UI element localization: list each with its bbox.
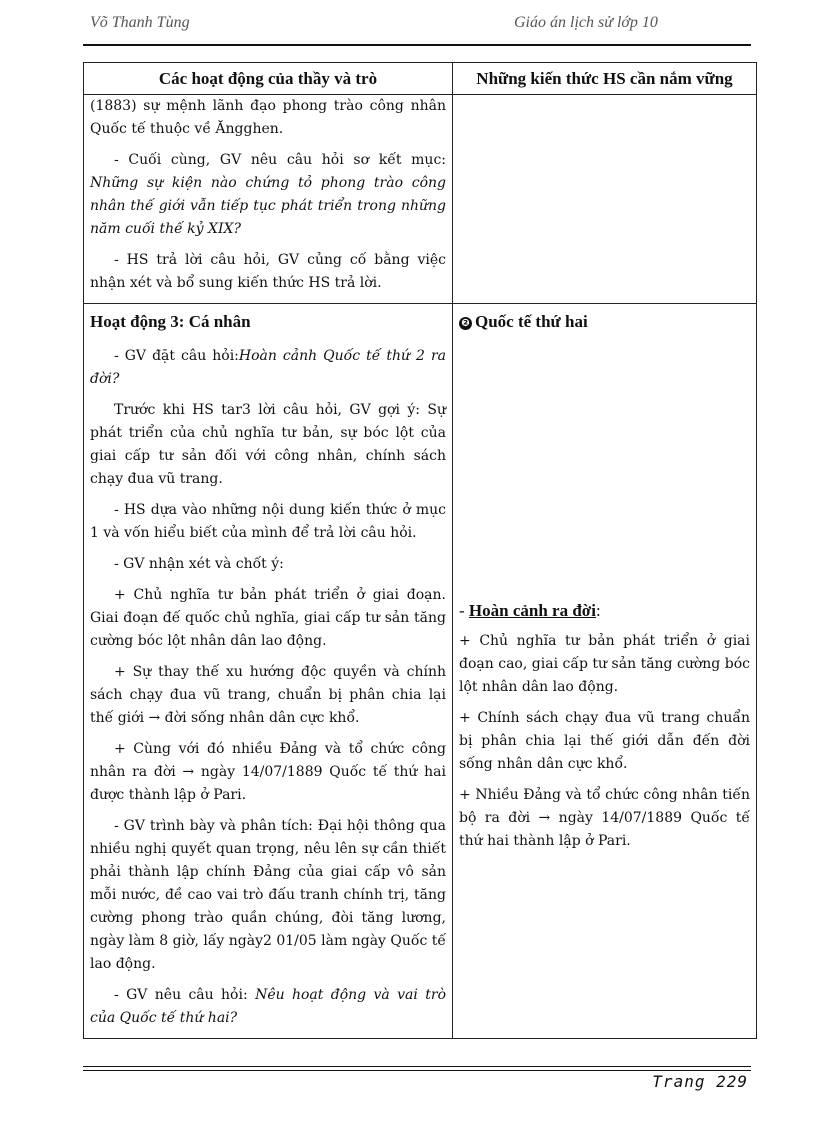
paragraph: - GV đặt câu hỏi:Hoàn cảnh Quốc tế thứ 2 ra đời?	[90, 348, 447, 387]
page-number: Trang 229	[652, 1072, 748, 1091]
activities-cell	[84, 304, 453, 1039]
paragraph: - GV nêu câu hỏi: Nêu hoạt động và vai trò của Quốc tế thứ hai?	[90, 987, 447, 1026]
paragraph: + Chủ nghĩa tư bản phát triển ở giai đoạn. Giai đoạn đế quốc chủ nghĩa, giai cấp tư sản tăng cường bóc lột nhân dân lao động.	[90, 587, 446, 649]
footer-divider	[83, 1070, 751, 1071]
subsection-heading: - Hoàn cảnh ra đời:	[459, 601, 601, 620]
header-subject: Giáo án lịch sử lớp 10	[514, 14, 658, 31]
paragraph: - HS dựa vào những nội dung kiến thức ở mục 1 và vốn hiểu biết của mình để trả lời câu hỏi.	[90, 502, 446, 541]
column-header-activities: Các hoạt động của thầy và trò	[84, 63, 453, 95]
paragraph: - HS trả lời câu hỏi, GV củng cố bằng việc nhận xét và bổ sung kiến thức HS trả lời.	[90, 252, 446, 291]
activities-cell	[84, 95, 453, 304]
knowledge-cell	[453, 304, 757, 1039]
paragraph: + Sự thay thế xu hướng độc quyền và chính sách chạy đua vũ trang, chuẩn bị phân chia lại thế giới → đời sống nhân dân cực khổ.	[90, 664, 446, 726]
paragraph: - GV nhận xét và chốt ý:	[114, 556, 284, 572]
paragraph: - GV trình bày và phân tích: Đại hội thông qua nhiều nghị quyết quan trọng, nêu lên sự cần thiết phải thành lập chính Đảng của giai cấp vô sản mỗi nước, đề cao vai trò đấu tranh chính trị, tăng cường phong trào quần chúng, đòi tăng lương, ngày làm 8 giờ, lấy ngày2 01/05 làm ngày Quốc tế lao động.	[90, 818, 446, 972]
paragraph: + Cùng với đó nhiều Đảng và tổ chức công nhân ra đời → ngày 14/07/1889 Quốc tế thứ hai được thành lập ở Pari.	[90, 741, 446, 803]
lesson-table	[83, 62, 757, 1039]
header-divider	[83, 44, 751, 46]
paragraph: + Nhiều Đảng và tổ chức công nhân tiến bộ ra đời → ngày 14/07/1889 Quốc tế thứ hai thành lập ở Pari.	[459, 787, 750, 849]
paragraph: Trước khi HS tar3 lời câu hỏi, GV gợi ý: Sự phát triển của chủ nghĩa tư bản, sự bóc lột của giai cấp tư sản đối với công nhân, chính sách chạy đua vũ trang.	[90, 402, 446, 487]
number-two-icon: ❷	[459, 317, 472, 330]
section-title: ❷ Quốc tế thứ hai	[459, 310, 750, 333]
activity-title: Hoạt động 3: Cá nhân	[90, 312, 251, 331]
paragraph: (1883) sự mệnh lãnh đạo phong trào công nhân Quốc tế thuộc về Ăngghen.	[90, 98, 446, 137]
paragraph: - Cuối cùng, GV nêu câu hỏi sơ kết mục: Những sự kiện nào chứng tỏ phong trào công nhân thế giới vẫn tiếp tục phát triển trong những năm cuối thế kỷ XIX?	[90, 152, 446, 237]
paragraph: + Chủ nghĩa tư bản phát triển ở giai đoạn cao, giai cấp tư sản tăng cường bóc lột nhân dân lao động.	[459, 633, 750, 695]
footer-divider	[83, 1066, 751, 1067]
knowledge-cell	[453, 95, 757, 304]
table-header-row	[84, 63, 757, 95]
table-row	[84, 304, 757, 1039]
table-row	[84, 95, 757, 304]
header-author: Võ Thanh Tùng	[90, 14, 190, 31]
paragraph: + Chính sách chạy đua vũ trang chuẩn bị phân chia lại thế giới dẫn đến đời sống nhân dân cực khổ.	[459, 710, 750, 772]
column-header-knowledge: Những kiến thức HS cần nắm vững	[453, 63, 757, 95]
